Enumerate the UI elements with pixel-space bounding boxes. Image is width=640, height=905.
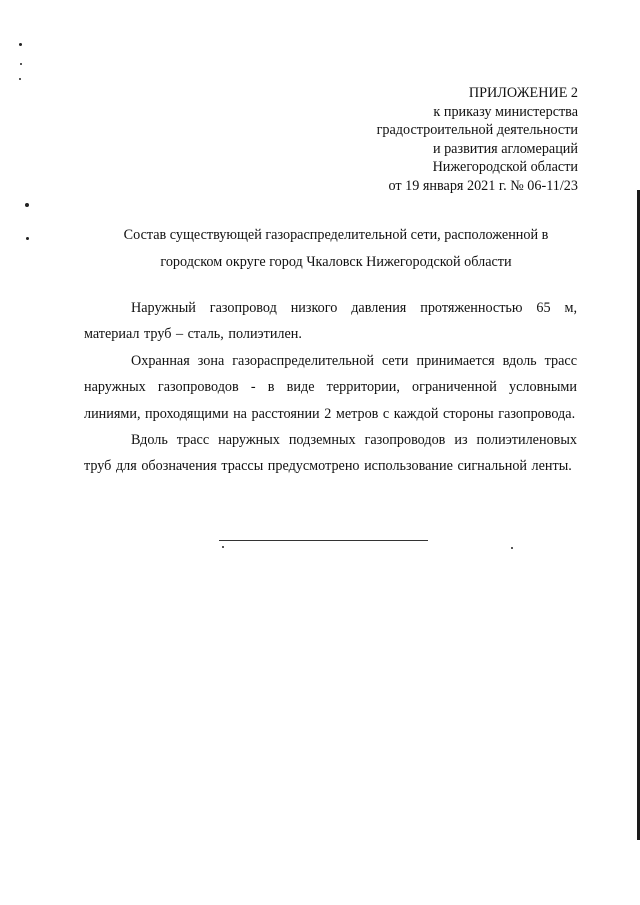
scan-speck xyxy=(20,63,22,65)
title-line: городском округе город Чкаловск Нижегородской области xyxy=(160,254,512,270)
paragraph: Наружный газопровод низкого давления протяженностью 65 м, материал труб – сталь, полиэтилен. xyxy=(84,300,577,343)
document-title xyxy=(0,222,640,276)
title-line: Состав существующей газораспределительной сети, расположенной в xyxy=(123,227,549,243)
header-line: Нижегородской области xyxy=(432,159,578,176)
scan-speck xyxy=(25,203,29,207)
closing-rule xyxy=(219,540,428,541)
appendix-header xyxy=(318,84,578,196)
appendix-number: ПРИЛОЖЕНИЕ 2 xyxy=(468,85,578,101)
scan-speck xyxy=(222,546,224,548)
scan-speck xyxy=(19,43,22,46)
header-line: градостроительной деятельности xyxy=(376,122,578,139)
header-line: к приказу министерства xyxy=(433,103,578,120)
order-date-number: от 19 января 2021 г. № 06-11/23 xyxy=(388,177,578,194)
document-body xyxy=(84,295,577,480)
header-line: и развития агломераций xyxy=(432,140,578,157)
paragraph: Вдоль трасс наружных подземных газопроводов из полиэтиленовых труб для обозначения трассы предусмотрено использование сигнальной ленты. xyxy=(84,432,577,475)
scan-speck xyxy=(511,547,513,549)
scan-speck xyxy=(19,78,21,80)
paragraph: Охранная зона газораспределительной сети принимается вдоль трасс наружных газопроводов - в виде территории, ограниченной условными линиями, проходящими на расстоянии 2 метров с каждой стороны газопровода. xyxy=(84,352,577,422)
